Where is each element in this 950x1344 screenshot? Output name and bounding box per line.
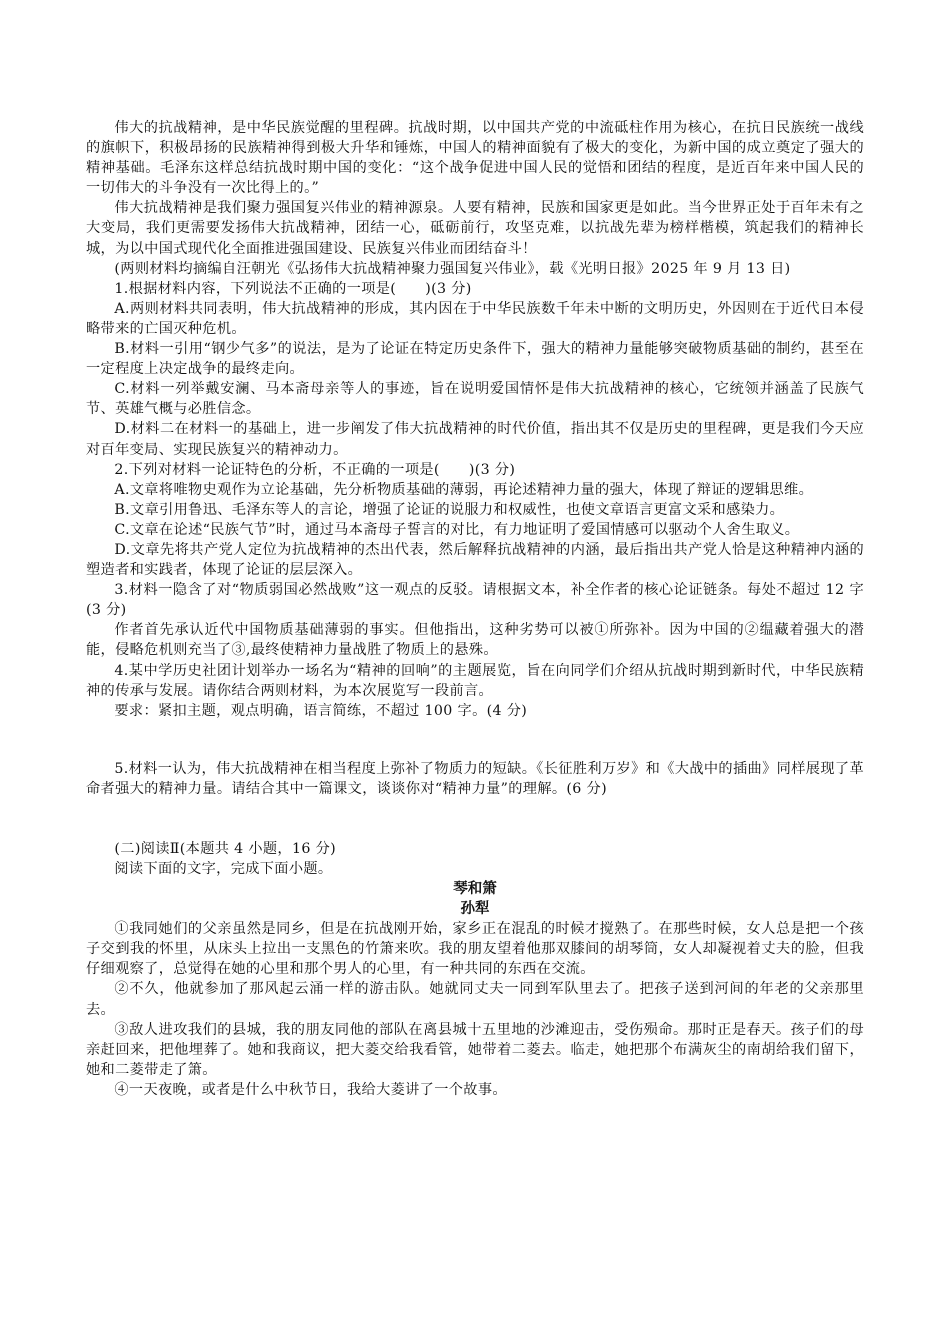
question-1-option-d: D.材料二在材料一的基础上，进一步阐发了伟大抗战精神的时代价值，指出其不仅是历史的里程碑，更是我们今天应对百年变局、实现民族复兴的精神动力。	[86, 421, 864, 458]
question-1-option-a: A.两则材料共同表明，伟大抗战精神的形成，其内因在于中华民族数千年未中断的文明历史，外因则在于近代日本侵略带来的亡国灭种危机。	[86, 300, 864, 337]
article-paragraph-1: ①我同她们的父亲虽然是同乡，但是在抗战刚开始，家乡正在混乱的时候才搅熟了。在那些时候，女人总是把一个孩子交到我的怀里，从床头上拉出一支黑色的竹箫来吹。我的朋友望着他那双膝间的胡琴筒，女人却凝视着丈夫的脸，但我仔细观察了，总觉得在她的心里和那个男人的心里，有一种共同的东西在交流。	[86, 921, 864, 978]
question-3-passage: 作者首先承认近代中国物质基础薄弱的事实。但他指出，这种劣势可以被①所弥补。因为中国的②缊藏着强大的潜能，侵略危机则充当了③,最终使精神力量战胜了物质上的悬殊。	[86, 622, 864, 659]
question-1-stem: 1.根据材料内容，下列说法不正确的一项是( )(3 分)	[114, 280, 472, 297]
article-title: 琴和箫	[453, 881, 497, 898]
material2-paragraph-2: 伟大抗战精神是我们聚力强国复兴伟业的精神源泉。人要有精神，民族和国家更是如此。当今世界正处于百年未有之大变局，我们更需要发扬伟大抗战精神，团结一心，砥砺前行，攻坚克难，以抗战先辈为榜样楷模，筑起我们的精神长城，为以中国式现代化全面推进强国建设、民族复兴伟业而团结奋斗！	[86, 200, 864, 257]
question-2-option-c: C.文章在论述“民族气节”时，通过马本斋母子誓言的对比，有力地证明了爱国情感可以驱动个人舍生取义。	[114, 521, 800, 538]
section-2-instruction: 阅读下面的文字，完成下面小题。	[114, 861, 333, 878]
article-paragraph-3: ③敌人进攻我们的县城，我的朋友同他的部队在离县城十五里地的沙滩迎击，受伤殒命。那时正是春天。孩子们的母亲赶回来，把他埋葬了。她和我商议，把大菱交给我看管，她带着二菱去。临走，她把那个布满灰尘的南胡给我们留下，她和二菱带走了箫。	[86, 1021, 864, 1078]
material2-paragraph-1: 伟大的抗战精神，是中华民族觉醒的里程碑。抗战时期，以中国共产党的中流砥柱作用为核心，在抗日民族统一战线的旗帜下，积极昂扬的民族精神得到极大升华和锤炼，中国人的精神面貌有了极大的变化，为新中国的成立奠定了强大的精神基础。毛泽东这样总结抗战时期中国的变化：“这个战争促进中国人民的觉悟和团结的程度，是近百年来中国人民的一切伟大的斗争没有一次比得上的。”	[86, 120, 864, 197]
question-5-stem: 5.材料一认为，伟大抗战精神在相当程度上弥补了物质力的短缺。《长征胜利万岁》和《大战中的插曲》同样展现了革命者强大的精神力量。请结合其中一篇课文，谈谈你对“精神力量”的理解。(6 分)	[86, 760, 864, 797]
section-2-heading: (二)阅读Ⅱ(本题共 4 小题，16 分)	[114, 841, 337, 857]
question-4-stem: 4.某中学历史社团计划举办一场名为“精神的回响”的主题展览，旨在向同学们介绍从抗战时期到新时代，中华民族精神的传承与发展。请你结合两则材料，为本次展览写一段前言。	[86, 662, 864, 699]
question-2-option-a: A.文章将唯物史观作为立论基础，先分析物质基础的薄弱，再论述精神力量的强大，体现了辩证的逻辑思维。	[114, 481, 814, 498]
article-paragraph-4: ④一天夜晚，或者是什么中秋节日，我给大菱讲了一个故事。	[114, 1081, 507, 1098]
question-2-option-b: B.文章引用鲁迅、毛泽东等人的言论，增强了论证的说服力和权威性，也使文章语言更富文采和感染力。	[114, 501, 785, 518]
article-paragraph-2: ②不久，他就参加了那风起云涌一样的游击队。她就同丈夫一同到军队里去了。把孩子送到河间的年老的父亲那里去。	[86, 981, 864, 1018]
question-2-stem: 2.下列对材料一论证特色的分析，不正确的一项是( )(3 分)	[114, 461, 516, 478]
question-3-stem: 3.材料一隐含了对“物质弱国必然战败”这一观点的反驳。请根据文本，补全作者的核心论证链条。每处不超过 12 字(3 分)	[86, 582, 864, 619]
article-author: 孙犁	[460, 901, 490, 918]
question-4-requirement: 要求：紧扣主题，观点明确，语言简练，不超过 100 字。(4 分)	[114, 702, 528, 719]
question-1-option-c: C.材料一列举戴安澜、马本斋母亲等人的事迹，旨在说明爱国情怀是伟大抗战精神的核心，它统领并涵盖了民族气节、英雄气概与必胜信念。	[86, 381, 864, 418]
question-1-option-b: B.材料一引用“钢少气多”的说法，是为了论证在特定历史条件下，强大的精神力量能够突破物质基础的制约，甚至在一定程度上决定战争的最终走向。	[86, 341, 864, 378]
source-citation: (两则材料均摘编自汪朝光《弘扬伟大抗战精神聚力强国复兴伟业》，载《光明日报》2025 年 9 月 13 日)	[114, 260, 791, 277]
question-2-option-d: D.文章先将共产党人定位为抗战精神的杰出代表，然后解释抗战精神的内涵，最后指出共产党人恰是这种精神内涵的塑造者和实践者，体现了论证的层层深入。	[86, 541, 864, 579]
